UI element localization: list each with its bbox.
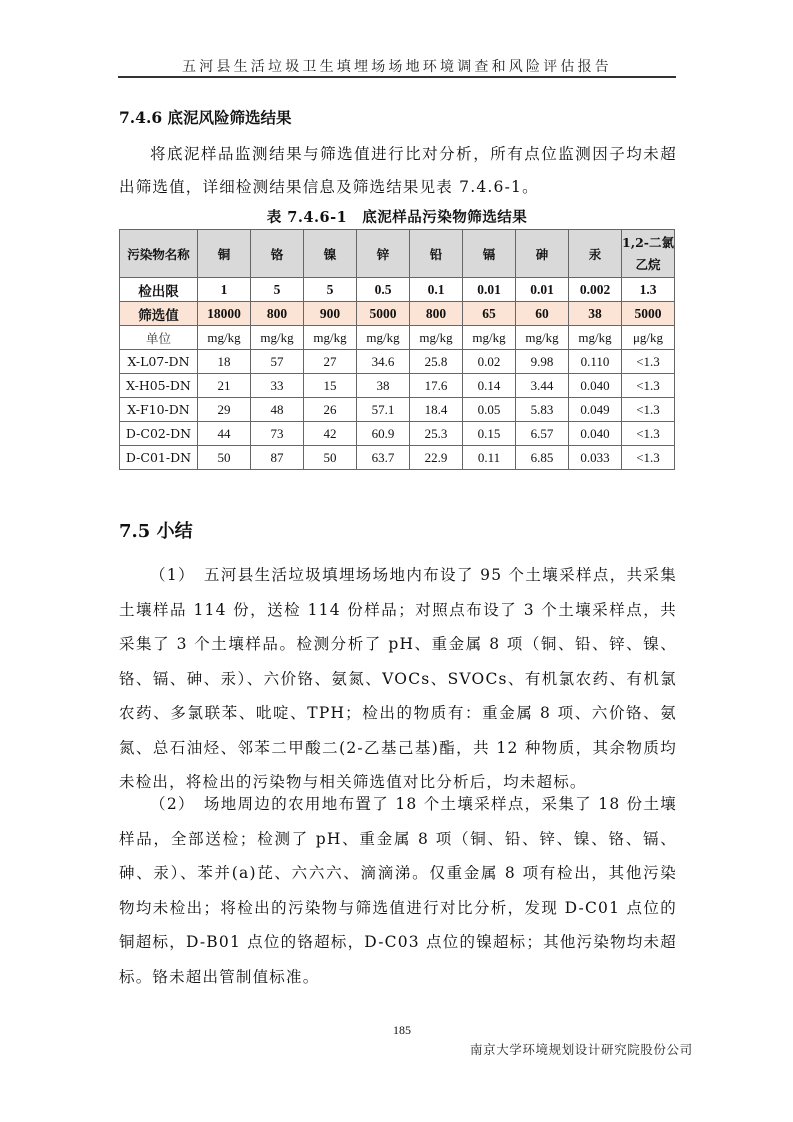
table-cell: 800 (410, 302, 463, 326)
table-cell: 铜 (198, 230, 251, 278)
section-heading-7-4-6: 7.4.6 底泥风险筛选结果 (119, 108, 292, 127)
table-row (120, 350, 675, 374)
table-cell: 57.1 (357, 398, 410, 422)
table-cell: <1.3 (622, 374, 675, 398)
row-label: 污染物名称 (120, 230, 198, 278)
table-cell: 800 (251, 302, 304, 326)
table-cell: 42 (304, 422, 357, 446)
table-cell: 镉 (463, 230, 516, 278)
table-cell: 18.4 (410, 398, 463, 422)
table-cell: 5 (304, 278, 357, 302)
table-cell: 5 (251, 278, 304, 302)
table-cell: 0.002 (569, 278, 622, 302)
table-cell: 18 (198, 350, 251, 374)
table-cell: 73 (251, 422, 304, 446)
detection-limit-row (120, 278, 675, 302)
table-cell: 锌 (357, 230, 410, 278)
table-cell: mg/kg (569, 326, 622, 350)
table-cell: 38 (357, 374, 410, 398)
table-cell: 9.98 (516, 350, 569, 374)
table-cell: 65 (463, 302, 516, 326)
table-cell: 1,2-二氯乙烷 (622, 230, 675, 278)
table-cell: 22.9 (410, 446, 463, 470)
table-cell: 3.44 (516, 374, 569, 398)
table-cell: 0.033 (569, 446, 622, 470)
table-cell: 0.15 (463, 422, 516, 446)
table-cell: 34.6 (357, 350, 410, 374)
table-cell: 57 (251, 350, 304, 374)
table-row (120, 422, 675, 446)
table-cell: 900 (304, 302, 357, 326)
table-cell: mg/kg (251, 326, 304, 350)
table-cell: 0.110 (569, 350, 622, 374)
row-label: X-L07-DN (120, 350, 198, 374)
table-cell: 15 (304, 374, 357, 398)
table-cell: 21 (198, 374, 251, 398)
table-cell: mg/kg (357, 326, 410, 350)
table-cell: 6.85 (516, 446, 569, 470)
table-cell: 汞 (569, 230, 622, 278)
section-paragraph: 将底泥样品监测结果与筛选值进行比对分析，所有点位监测因子均未超出筛选值，详细检测结果信息及筛选结果见表 7.4.6-1。 (119, 145, 677, 196)
table-caption: 表 7.4.6-1 底泥样品污染物筛选结果 (266, 209, 528, 226)
table-cell: 29 (198, 398, 251, 422)
table-cell: 0.049 (569, 398, 622, 422)
row-label: 单位 (120, 326, 198, 350)
row-label: 检出限 (120, 278, 198, 302)
row-label: 筛选值 (120, 302, 198, 326)
table-cell: 1.3 (622, 278, 675, 302)
table-cell: 镍 (304, 230, 357, 278)
table-row (120, 398, 675, 422)
table-cell: 27 (304, 350, 357, 374)
table-cell: 44 (198, 422, 251, 446)
table-cell: mg/kg (198, 326, 251, 350)
table-row (120, 446, 675, 470)
table-cell: 87 (251, 446, 304, 470)
table-cell: 5.83 (516, 398, 569, 422)
running-header: 五河县生活垃圾卫生填埋场场地环境调查和风险评估报告 (182, 59, 612, 75)
table-cell: <1.3 (622, 446, 675, 470)
table-cell: 0.01 (463, 278, 516, 302)
table-cell: 0.040 (569, 422, 622, 446)
table-cell: 0.14 (463, 374, 516, 398)
table-cell: μg/kg (622, 326, 675, 350)
footer-organization: 南京大学环境规划设计研究院股份公司 (470, 1042, 693, 1057)
table-cell: 25.8 (410, 350, 463, 374)
table-cell: 38 (569, 302, 622, 326)
row-label: D-C02-DN (120, 422, 198, 446)
table-cell: 63.7 (357, 446, 410, 470)
table-cell: <1.3 (622, 350, 675, 374)
table-cell: 48 (251, 398, 304, 422)
table-cell: 26 (304, 398, 357, 422)
table-cell: 0.040 (569, 374, 622, 398)
table-row (120, 374, 675, 398)
table-cell: 5000 (357, 302, 410, 326)
table-header-row (120, 230, 675, 278)
summary-paragraph-2: （2） 场地周边的农用地布置了 18 个土壤采样点，采集了 18 份土壤样品，全部送检；检测了 pH、重金属 8 项（铜、铅、锌、镍、铬、镉、砷、汞）、苯并(a)芘、六六六、滴滴涕。仅重金属 8 项有检出，其他污染物均未检出；将检出的污染物与筛选值进行对比分析，发现 D-C01 点位的铜超标，D-B01 点位的铬超标，D-C03 点位的镍超标；其他污染物均未超标。铬未超出管制值标准。 (119, 795, 677, 986)
table-cell: 0.11 (463, 446, 516, 470)
screening-results-table (119, 229, 675, 470)
table-cell: 1 (198, 278, 251, 302)
table-cell: 铅 (410, 230, 463, 278)
table-cell: 0.1 (410, 278, 463, 302)
row-label: X-H05-DN (120, 374, 198, 398)
table-cell: 50 (304, 446, 357, 470)
table-cell: 6.57 (516, 422, 569, 446)
table-cell: 铬 (251, 230, 304, 278)
row-label: D-C01-DN (120, 446, 198, 470)
table-cell: mg/kg (516, 326, 569, 350)
table-cell: 5000 (622, 302, 675, 326)
table-cell: <1.3 (622, 398, 675, 422)
table-cell: mg/kg (304, 326, 357, 350)
table-cell: 17.6 (410, 374, 463, 398)
table-cell: 0.05 (463, 398, 516, 422)
table-cell: 60 (516, 302, 569, 326)
table-cell: mg/kg (410, 326, 463, 350)
table-cell: 0.02 (463, 350, 516, 374)
table-cell: 50 (198, 446, 251, 470)
table-cell: 25.3 (410, 422, 463, 446)
unit-row (120, 326, 675, 350)
summary-paragraph-1: （1） 五河县生活垃圾填埋场场地内布设了 95 个土壤采样点，共采集土壤样品 114 份，送检 114 份样品；对照点布设了 3 个土壤采样点，共采集了 3 个土壤样品。检测分析了 pH、重金属 8 项（铜、铅、锌、镍、铬、镉、砷、汞）、六价铬、氨氮、VOCs、SVOCs、有机氯农药、有机氯农药、多氯联苯、吡啶、TPH；检出的物质有：重金属 8 项、六价铬、氨氮、总石油烃、邻苯二甲酸二(2-乙基己基)酯，共 12 种物质，其余物质均未检出，将检出的污染物与相关筛选值对比分析后，均未超标。 (119, 566, 677, 791)
header-rule (118, 76, 676, 78)
screening-value-row (120, 302, 675, 326)
page-number: 185 (393, 1023, 411, 1037)
table-cell: mg/kg (463, 326, 516, 350)
table-cell: 砷 (516, 230, 569, 278)
section-heading-7-5: 7.5 小结 (119, 521, 193, 542)
table-cell: 60.9 (357, 422, 410, 446)
table-cell: 18000 (198, 302, 251, 326)
table-cell: <1.3 (622, 422, 675, 446)
table-cell: 0.01 (516, 278, 569, 302)
table-cell: 33 (251, 374, 304, 398)
row-label: X-F10-DN (120, 398, 198, 422)
table-cell: 0.5 (357, 278, 410, 302)
